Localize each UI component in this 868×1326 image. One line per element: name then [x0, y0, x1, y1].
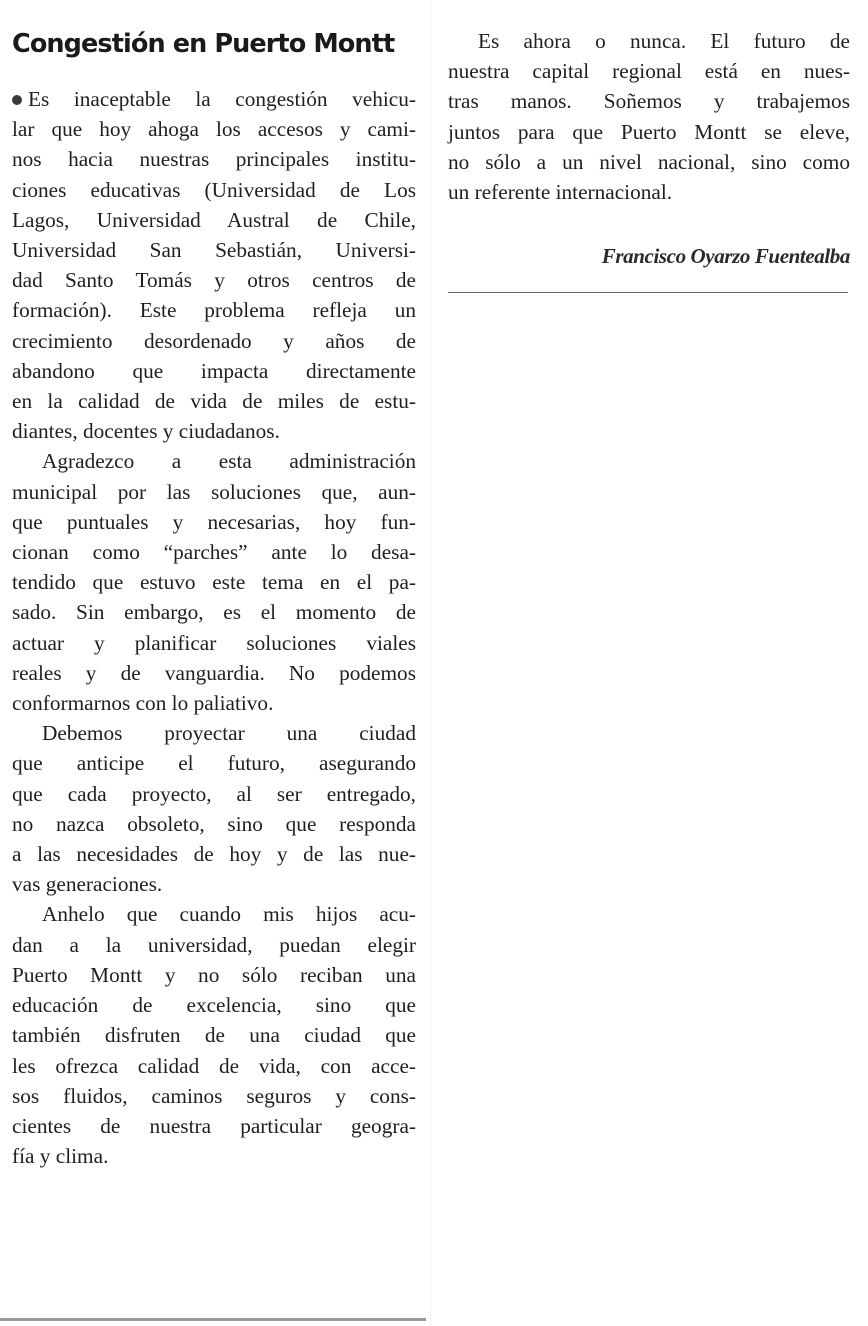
text-line: juntos para que Puerto Montt se eleve,	[448, 119, 850, 144]
left-column	[12, 26, 416, 1171]
text-line: dad Santo Tomás y otros centros de	[12, 268, 416, 293]
text-line: municipal por las soluciones que, aun-	[12, 479, 416, 504]
text-line-content: Es inaceptable la congestión vehicu-	[28, 87, 416, 111]
text-line: Lagos, Universidad Austral de Chile,	[12, 207, 416, 232]
text-line: no sólo a un nivel nacional, sino como	[448, 149, 850, 174]
text-line: actuar y planificar soluciones viales	[12, 630, 416, 655]
text-line: sos fluidos, caminos seguros y cons-	[12, 1083, 416, 1108]
text-line: conformarnos con lo paliativo.	[12, 691, 274, 716]
text-line: fía y clima.	[12, 1144, 109, 1169]
paragraph-1	[12, 84, 416, 446]
bullet-circle-icon	[12, 95, 22, 105]
text-line: no nazca obsoleto, sino que responda	[12, 811, 416, 836]
text-line: tendido que estuvo este tema en el pa-	[12, 570, 416, 595]
text-line: Es ahora o nunca. El futuro de	[478, 29, 850, 53]
paragraph-3	[12, 718, 416, 899]
paragraph-4	[12, 899, 416, 1171]
text-line: nos hacia nuestras principales institu-	[12, 147, 416, 172]
article-headline: Congestión en Puerto Montt	[12, 29, 395, 59]
text-line: dan a la universidad, puedan elegir	[12, 932, 416, 957]
right-column	[448, 26, 850, 271]
column-gutter	[430, 0, 431, 1326]
text-line: nuestra capital regional está en nues-	[448, 59, 850, 84]
text-line: formación). Este problema refleja un	[12, 298, 416, 323]
text-line: Agradezco a esta administración	[42, 449, 416, 474]
text-line: en la calidad de vida de miles de estu-	[12, 389, 416, 414]
signature-divider	[448, 292, 848, 293]
text-line: Universidad San Sebastián, Universi-	[12, 238, 416, 263]
text-line: reales y de vanguardia. No podemos	[12, 660, 416, 685]
bottom-rule	[0, 1318, 426, 1321]
text-line: abandono que impacta directamente	[12, 358, 416, 383]
text-line: sado. Sin embargo, es el momento de	[12, 600, 416, 625]
text-line: tras manos. Soñemos y trabajemos	[448, 89, 850, 114]
text-line: lar que hoy ahoga los accesos y cami-	[12, 117, 416, 142]
text-line: les ofrezca calidad de vida, con acce-	[12, 1053, 416, 1078]
paragraph-5	[448, 26, 850, 207]
text-line: cientes de nuestra particular geogra-	[12, 1113, 416, 1138]
text-line: que cada proyecto, al ser entregado,	[12, 781, 416, 806]
text-line: Puerto Montt y no sólo reciban una	[12, 962, 416, 987]
text-line: cionan como “parches” ante lo desa-	[12, 540, 416, 565]
text-line: que puntuales y necesarias, hoy fun-	[12, 509, 416, 534]
text-line: diantes, docentes y ciudadanos.	[12, 419, 280, 444]
text-line: educación de excelencia, sino que	[12, 993, 416, 1018]
text-line: crecimiento desordenado y años de	[12, 328, 416, 353]
text-line: un referente internacional.	[448, 180, 673, 205]
text-line: Anhelo que cuando mis hijos acu-	[42, 902, 416, 927]
paragraph-2	[12, 446, 416, 718]
text-line: que anticipe el futuro, asegurando	[12, 751, 416, 776]
text-line: también disfruten de una ciudad que	[12, 1023, 416, 1048]
author-signature: Francisco Oyarzo Fuentealba	[601, 244, 850, 269]
text-line: vas generaciones.	[12, 872, 163, 897]
text-line: a las necesidades de hoy y de las nue-	[12, 842, 416, 867]
text-line	[12, 84, 416, 114]
text-line: Debemos proyectar una ciudad	[42, 721, 416, 746]
text-line: ciones educativas (Universidad de Los	[12, 177, 416, 202]
